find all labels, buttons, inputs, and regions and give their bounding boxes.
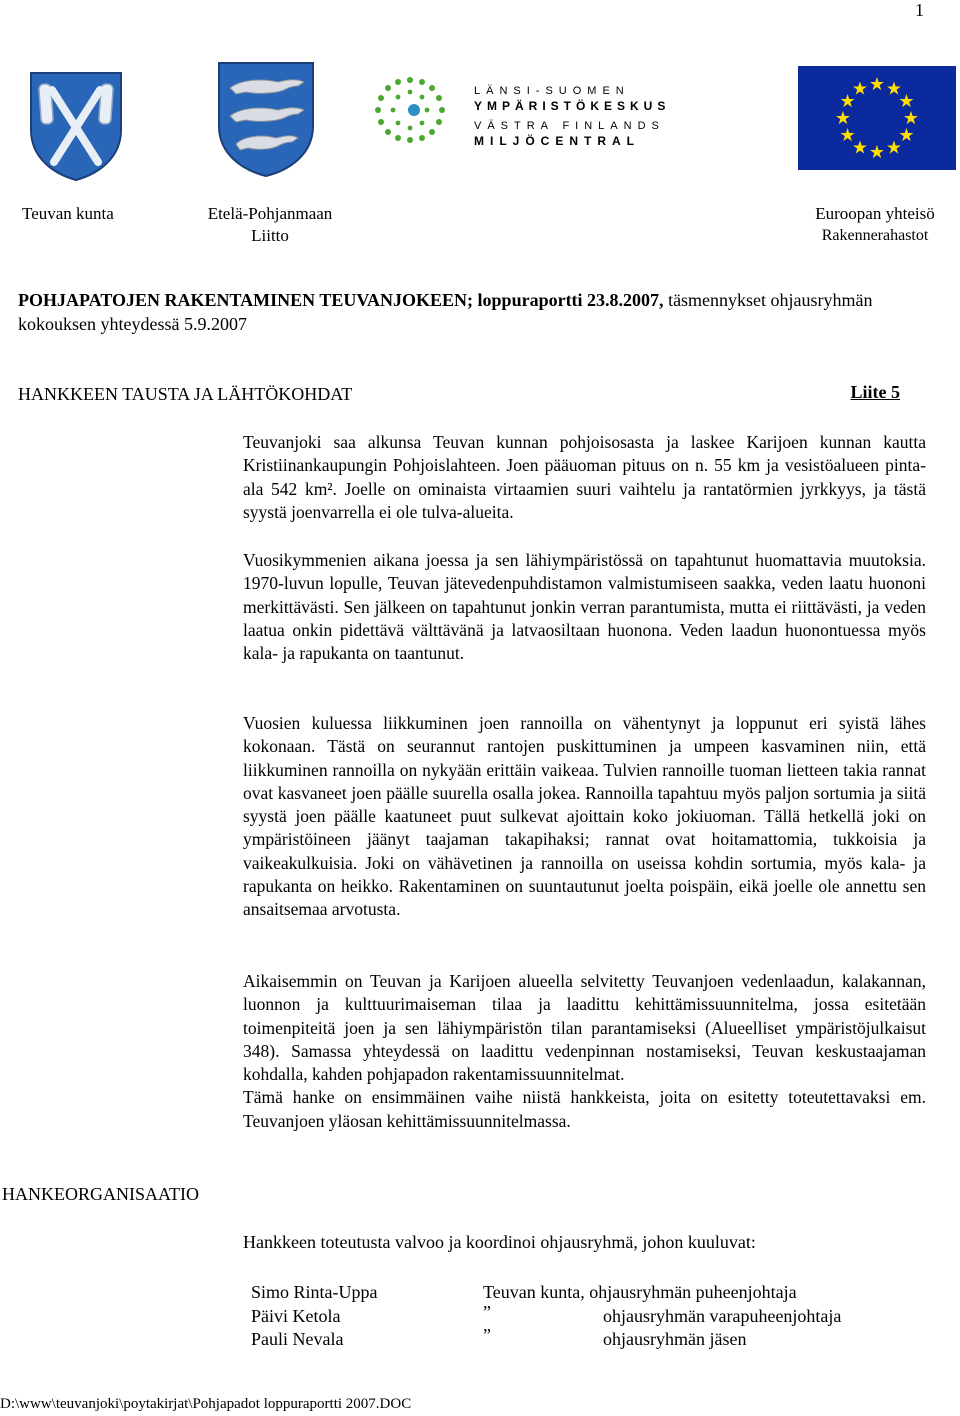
eu-star-icon: ★ [839,125,856,146]
member-role: ohjausryhmän varapuheenjohtaja [603,1306,842,1326]
caption-eu-line2: Rakennerahastot [821,227,929,244]
paragraph-2-text: Vuosikymmenien aikana joessa ja sen lähiympäristössä on tapahtunut huomattavia muutoksia. 1970-luvun lopulle, Teuvan jätevedenpuhdistamon valmistumiseen saakka, veden laatu huononi merkittävästi. Sen jälkeen on tapahtunut jonkin verran parantumista, mutta ei riittävästi, ja veden laatua onkin pidettävä välttävänä ja latvaosiltaan huonona. Veden laadun huonontuessa myös kala- ja rapukanta on taantunut. [243,550,926,664]
eu-star-icon: ★ [898,91,915,112]
eu-star-icon: ★ [868,142,886,163]
caption-ep-line1: Etelä-Pohjanmaan [207,204,333,223]
paragraph-5-text: Tämä hanke on ensimmäinen vaihe niistä hankkeista, joita on esitetty toteutettavaksi em. Teuvanjoen yläosan kehittämissuunnitelmassa. [243,1087,926,1131]
eu-star-icon: ★ [851,137,869,159]
document-title [18,288,940,336]
eu-star-icon: ★ [834,108,852,129]
caption-eu-line1: Euroopan yhteisö [815,204,935,223]
title-normal: täsmennykset ohjausryhmän kokouksen yhteydessä 5.9.2007 [18,290,873,334]
etela-pohjanmaa-shield-icon [216,60,316,178]
member-name: Päivi Ketola [251,1306,341,1326]
ely-line-3: VÄSTRA FINLANDS [474,120,665,132]
caption-ep-line2: Liitto [251,226,289,245]
organisation-intro: Hankkeen toteutusta valvoo ja koordinoi ohjausryhmä, johon kuuluvat: [243,1232,756,1252]
eu-star-icon: ★ [898,125,915,146]
eu-star-icon: ★ [902,108,920,129]
paragraph-1 [243,431,926,524]
appendix-label: Liite 5 [850,382,900,402]
caption-etela-pohjanmaa [190,203,350,247]
member-role: ohjausryhmän jäsen [603,1329,747,1349]
member-name: Simo Rinta-Uppa [251,1282,378,1302]
eu-star-icon: ★ [851,78,869,100]
paragraph-1-text: Teuvanjoki saa alkunsa Teuvan kunnan pohjoisosasta ja laskee Karijoen kunnan kautta Kristiinankaupungin Pohjoislahteen. Joen pääuoman pituus on n. 55 km ja vesistöalueen pinta-ala 542 km². Joelle on ominaista virtaamien suuri vaihtelu ja rantatörmien jyrkkyys, ja tästä syystä joenvarrella ei ole tulva-alueita. [243,432,926,522]
ely-line-2: YMPÄRISTÖKESKUS [474,99,671,113]
paragraph-3 [243,712,926,922]
member-name: Pauli Nevala [251,1329,344,1349]
paragraph-2 [243,549,926,665]
paragraph-4 [243,970,926,1133]
caption-eu [800,203,950,247]
section-heading-tausta: HANKKEEN TAUSTA JA LÄHTÖKOHDAT [18,384,353,404]
section-heading-organisaatio: HANKEORGANISAATIO [2,1184,199,1204]
ely-line-1: LÄNSI-SUOMEN [474,85,630,97]
paragraph-3-text: Vuosien kuluessa liikkuminen joen rannoilla on vähentynyt ja loppunut eri syistä lähes kokonaan. Tästä on seurannut rantojen puskittuminen ja umpeen kasvaminen niin, että liikkuminen rannoilla on nykyään erittäin vaikeaa. Tulvien rannoille tuoman lietteen takia rannat ovat kasvaneet joen päälle suurella osalla jokea. Rannoilla tapahtuu myös paljon sortumia ja siitä syystä joen päälle kaatuneet puut sulkevat ajoittain koko jokiuoman. Tällä hetkellä joki on ympäristöineen jäänyt taajaman takapihaksi; rannat ovat hoitamattomia, tukkoisia ja vaikeakulkuisia. Joki on vähävetinen ja rannoilla on useissa kohdin sortumia, myös kala- ja rapukanta on heikko. Rakentaminen on suuntautunut joelta poispäin, eikä joelle ole annettu sen ansaitsemaa arvotusta. [243,713,926,920]
title-bold: POHJAPATOJEN RAKENTAMINEN TEUVANJOKEEN; loppuraportti 23.8.2007, [18,290,664,310]
eu-star-icon: ★ [868,74,886,95]
caption-teuva: Teuvan kunta [22,204,114,223]
eu-star-icon: ★ [839,91,856,112]
teuva-coat-of-arms-icon [28,70,124,182]
ely-line-4: MILJÖCENTRAL [474,134,640,148]
member-ditto: ” [483,1302,491,1322]
eu-flag-icon [798,66,956,170]
member-ditto: ” [483,1325,491,1345]
footer-file-path: D:\www\teuvanjoki\poytakirjat\Pohjapadot loppuraportti 2007.DOC [0,1396,412,1412]
paragraph-4-text: Aikaisemmin on Teuvan ja Karijoen alueella selvitetty Teuvanjoen vedenlaadun, kalakannan, luonnon ja kulttuurimaiseman tilaa ja laadittu kehittämissuunnitelma, jossa esitetään toimenpiteitä joen ja sen lähiympäristön tilan parantamiseksi (Alueelliset ympäristöjulkaisut 348). Samassa yhteydessä on laadittu vedenpinnan nostamiseksi, Teuvan keskustaajaman kohdalla, kahden pohjapadon rakentamissuunnitelmat. [243,971,926,1085]
member-role: Teuvan kunta, ohjausryhmän puheenjohtaja [483,1282,797,1302]
eu-star-icon: ★ [885,78,903,100]
page-number: 1 [915,0,924,20]
lansi-suomen-ymparistokeskus-logo-icon [370,72,720,152]
eu-star-icon: ★ [885,137,903,159]
